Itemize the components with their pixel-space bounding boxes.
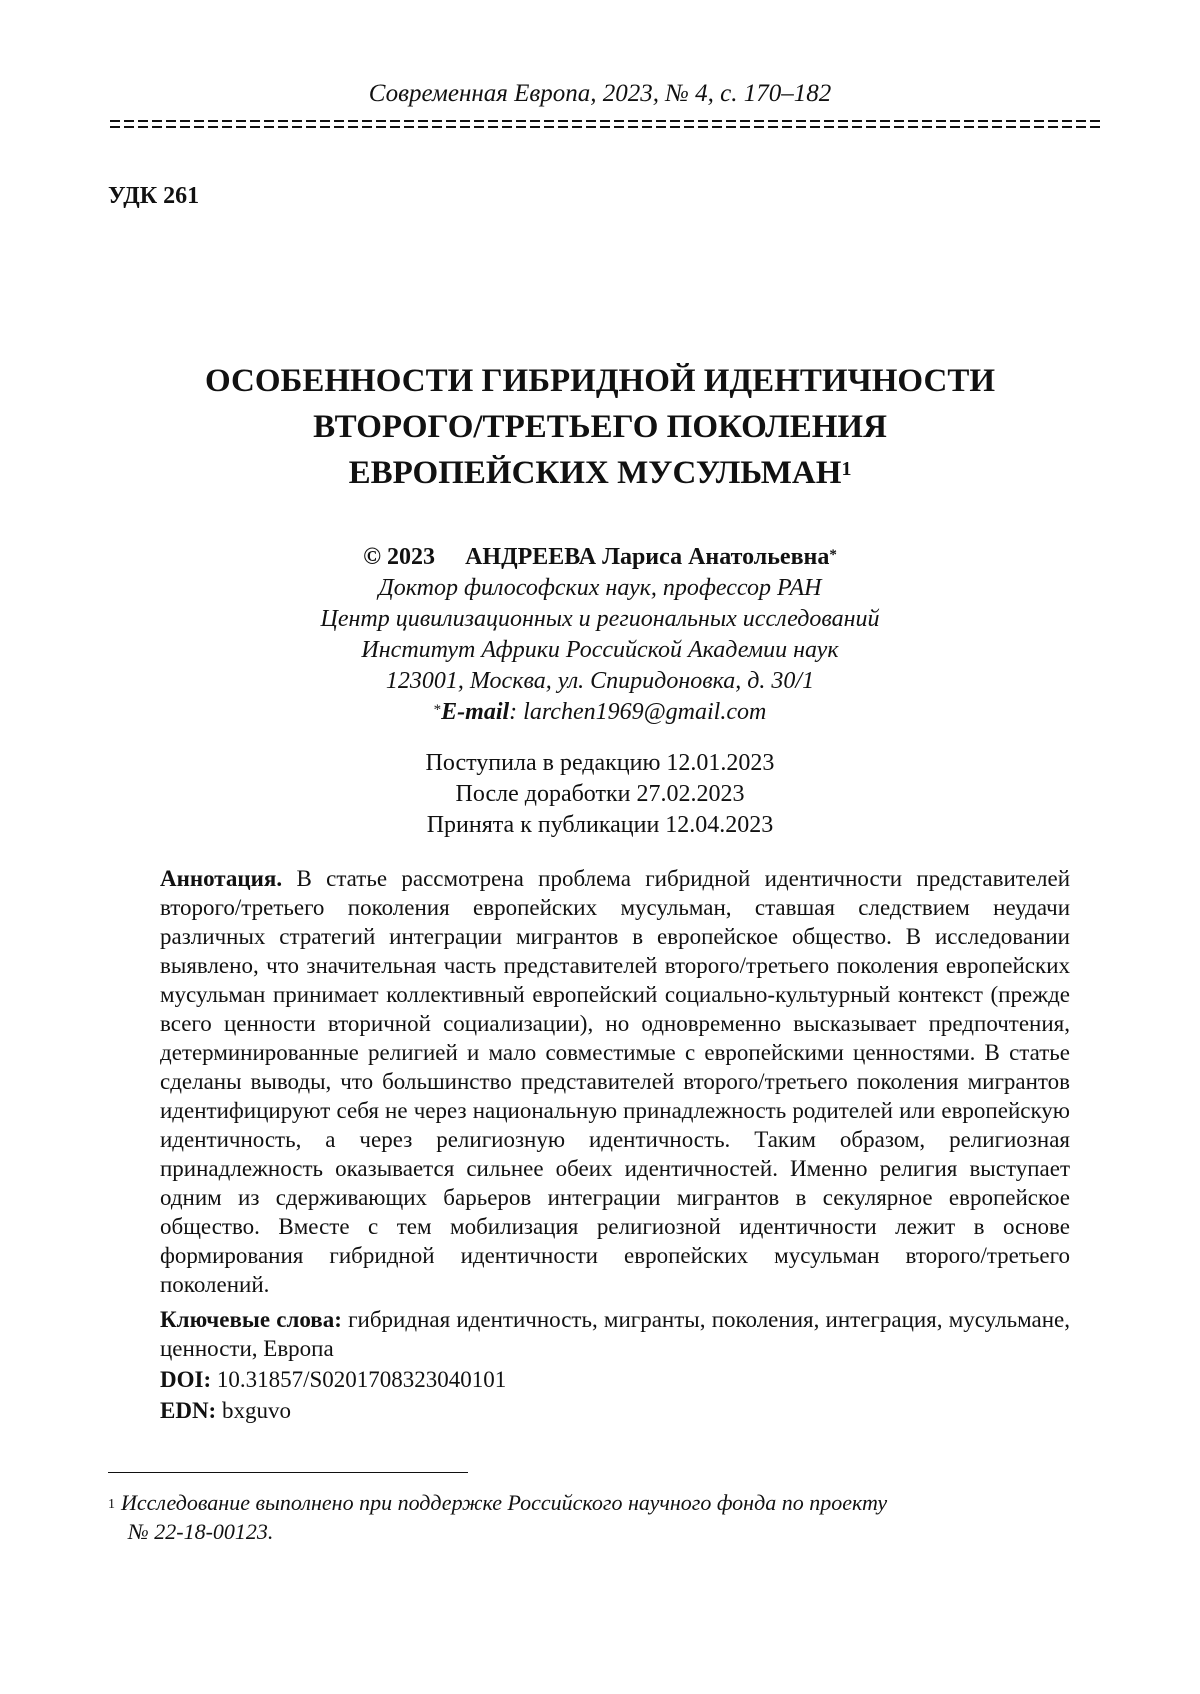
title-footnote-mark[interactable]: 1	[841, 458, 852, 480]
abstract-block	[160, 864, 1070, 1425]
title-line-2: ВТОРОГО/ТРЕТЬЕГО ПОКОЛЕНИЯ	[313, 409, 887, 445]
copyright-year: © 2023	[363, 544, 436, 570]
author-address: 123001, Москва, ул. Спиридоновка, д. 30/1	[385, 668, 815, 694]
keywords-paragraph	[160, 1305, 1070, 1363]
footnote	[108, 1488, 1070, 1546]
footnote-line-1	[108, 1488, 1070, 1517]
email-link[interactable]: larchen1969@gmail.com	[523, 699, 767, 725]
footnote-text-2: № 22-18-00123.	[128, 1519, 274, 1544]
doi-value[interactable]: 10.31857/S0201708323040101	[216, 1367, 507, 1392]
email-star-mark: *	[433, 702, 442, 718]
keywords-text: гибридная идентичность, мигранты, поколения, интеграция, мусульмане, ценности, Европа	[160, 1307, 1071, 1361]
submission-dates	[100, 748, 1100, 841]
author-name: АНДРЕЕВА Лариса Анатольевна	[465, 544, 830, 570]
header-double-rule	[110, 120, 1100, 129]
edn-line	[160, 1396, 1070, 1425]
keywords-label: Ключевые слова:	[160, 1307, 342, 1332]
title-line-3	[100, 450, 1100, 496]
abstract-paragraph	[160, 864, 1070, 1299]
author-email-line: *E-mail: larchen1969@gmail.com	[433, 699, 767, 725]
author-block	[100, 542, 1100, 728]
doi-label: DOI:	[160, 1367, 212, 1392]
article-title	[100, 358, 1100, 496]
abstract-text: В статье рассмотрена проблема гибридной идентичности представителей второго/третьего поколения европейских мусульман, ставшая следствием неудачи различных стратегий интеграции мигрантов в европейское общество. В исследовании выявлено, что значительная часть представителей второго/третьего поколения европейских мусульман принимает коллективный европейский социально-культурный контекст (прежде всего ценности вторичной социализации), но одновременно высказывает предпочтения, детерминированные религией и мало совместимые с европейскими ценностями. В статье сделаны выводы, что большинство представителей второго/третьего поколения мигрантов идентифицируют себя не через национальную принадлежность родителей или европейскую идентичность, а через религиозную идентичность. Таким образом, религиозная принадлежность оказывается сильнее обеих идентичностей. Именно религия выступает одним из сдерживающих барьеров интеграции мигрантов в секулярное европейское общество. Вместе с тем мобилизация религиозной идентичности лежит в основе формирования гибридной идентичности европейских мусульман второго/третьего поколений.	[160, 866, 1071, 1297]
edn-label: EDN:	[160, 1398, 217, 1423]
author-institute: Институт Африки Российской Академии наук	[361, 637, 839, 663]
abstract-label: Аннотация.	[160, 866, 283, 891]
title-line-3-text: ЕВРОПЕЙСКИХ МУСУЛЬМАН	[348, 455, 842, 491]
email-label: E-mail	[441, 699, 510, 725]
footnote-number: 1	[108, 1497, 115, 1512]
author-degree: Доктор философских наук, профессор РАН	[378, 575, 822, 601]
author-star-mark: *	[829, 547, 837, 563]
journal-header: Современная Европа, 2023, № 4, с. 170–182	[368, 80, 832, 107]
footnote-text-1: Исследование выполнено при поддержке Российского научного фонда по проекту	[121, 1490, 888, 1515]
date-revised: После доработки 27.02.2023	[455, 781, 745, 807]
author-line	[100, 542, 1100, 573]
udk-code: УДК 261	[108, 183, 200, 209]
title-line-1: ОСОБЕННОСТИ ГИБРИДНОЙ ИДЕНТИЧНОСТИ	[204, 363, 996, 399]
edn-value: bxguvo	[221, 1398, 291, 1423]
author-center: Центр цивилизационных и региональных исследований	[320, 606, 880, 632]
footnote-separator	[108, 1472, 468, 1473]
date-accepted: Принята к публикации 12.04.2023	[426, 812, 774, 838]
date-received: Поступила в редакцию 12.01.2023	[425, 750, 775, 776]
doi-line	[160, 1365, 1070, 1394]
